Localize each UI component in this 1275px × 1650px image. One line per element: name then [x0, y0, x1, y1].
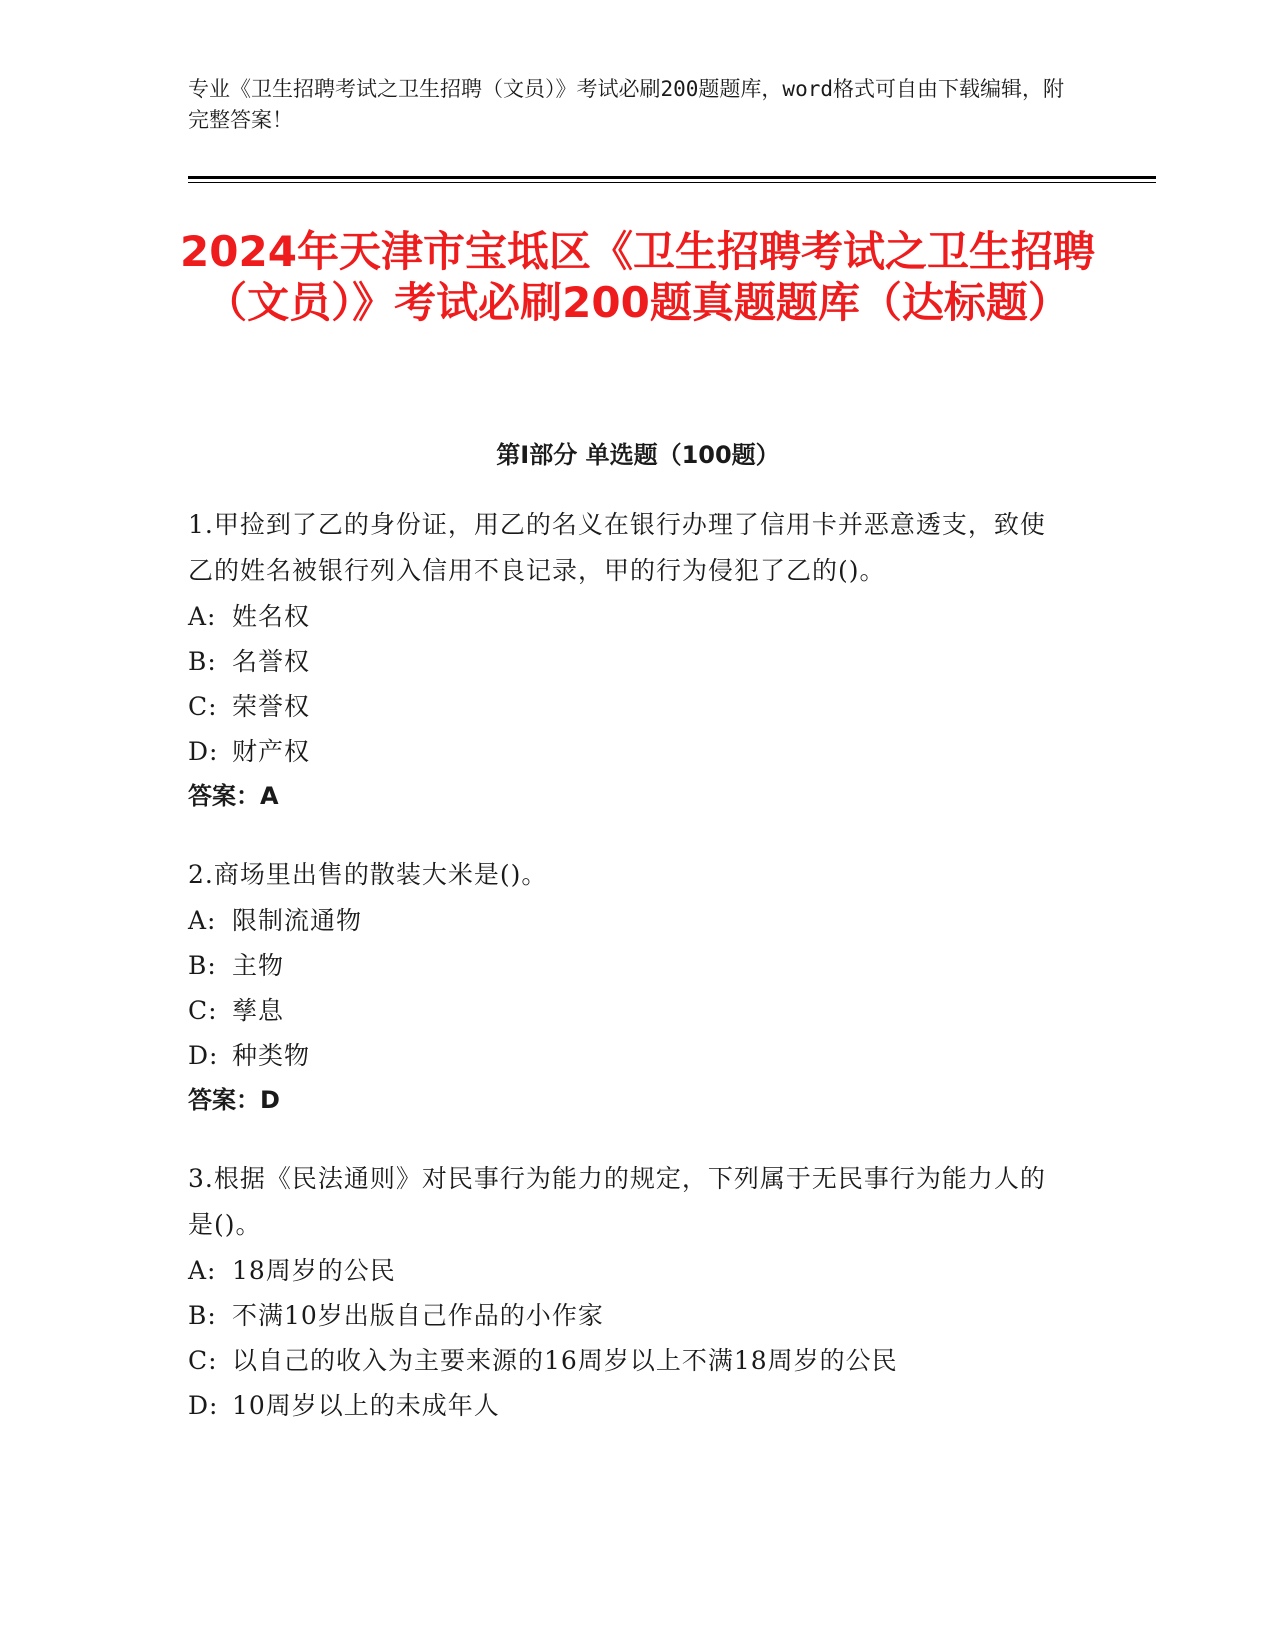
- option-a: [188, 898, 1068, 943]
- option-text: 主物: [232, 951, 285, 980]
- option-b: [188, 1293, 1068, 1338]
- option-key: D:: [188, 1391, 219, 1420]
- option-d: [188, 1033, 1068, 1078]
- question-stem: 1.甲捡到了乙的身份证，用乙的名义在银行办理了信用卡并恶意透支，致使乙的姓名被银行列入信用不良记录，甲的行为侵犯了乙的()。: [188, 510, 1046, 585]
- option-text: 姓名权: [232, 602, 311, 631]
- section-title: 第I部分 单选题（100题）: [496, 441, 780, 469]
- question-stem: 2.商场里出售的散装大米是()。: [188, 860, 548, 889]
- option-text: 10周岁以上的未成年人: [232, 1391, 500, 1420]
- option-text: 不满10岁出版自己作品的小作家: [232, 1301, 604, 1330]
- header-divider-thick: [188, 176, 1156, 179]
- option-text: 18周岁的公民: [232, 1256, 396, 1285]
- option-key: B:: [188, 647, 217, 676]
- option-key: C:: [188, 996, 218, 1025]
- option-text: 种类物: [232, 1041, 311, 1070]
- option-a: [188, 594, 1068, 639]
- option-b: [188, 639, 1068, 684]
- header-divider-thin: [188, 182, 1156, 183]
- option-b: [188, 943, 1068, 988]
- option-key: C:: [188, 1346, 218, 1375]
- answer-line: 答案：D: [188, 1086, 280, 1114]
- option-key: D:: [188, 737, 219, 766]
- question-3: [188, 1156, 1068, 1428]
- option-key: B:: [188, 1301, 217, 1330]
- option-text: 名誉权: [232, 647, 311, 676]
- option-text: 限制流通物: [232, 906, 363, 935]
- option-d: [188, 729, 1068, 774]
- option-text: 孳息: [232, 996, 285, 1025]
- option-text: 财产权: [232, 737, 311, 766]
- question-2: [188, 852, 1068, 1123]
- question-1: [188, 502, 1068, 819]
- option-key: B:: [188, 951, 217, 980]
- option-text: 荣誉权: [232, 692, 311, 721]
- answer-line: 答案：A: [188, 782, 279, 810]
- option-key: A:: [188, 602, 217, 631]
- option-key: A:: [188, 1256, 217, 1285]
- header-note: 专业《卫生招聘考试之卫生招聘（文员）》考试必刷200题题库，word格式可自由下载编辑，附完整答案！: [188, 77, 1064, 132]
- document-title: 2024年天津市宝坻区《卫生招聘考试之卫生招聘（文员）》考试必刷200题真题题库（达标题）: [180, 227, 1095, 327]
- option-d: [188, 1383, 1068, 1428]
- option-c: [188, 1338, 1068, 1383]
- option-key: C:: [188, 692, 218, 721]
- option-text: 以自己的收入为主要来源的16周岁以上不满18周岁的公民: [232, 1346, 898, 1375]
- option-key: A:: [188, 906, 217, 935]
- question-stem: 3.根据《民法通则》对民事行为能力的规定，下列属于无民事行为能力人的是()。: [188, 1164, 1046, 1239]
- option-c: [188, 684, 1068, 729]
- option-c: [188, 988, 1068, 1033]
- option-key: D:: [188, 1041, 219, 1070]
- option-a: [188, 1248, 1068, 1293]
